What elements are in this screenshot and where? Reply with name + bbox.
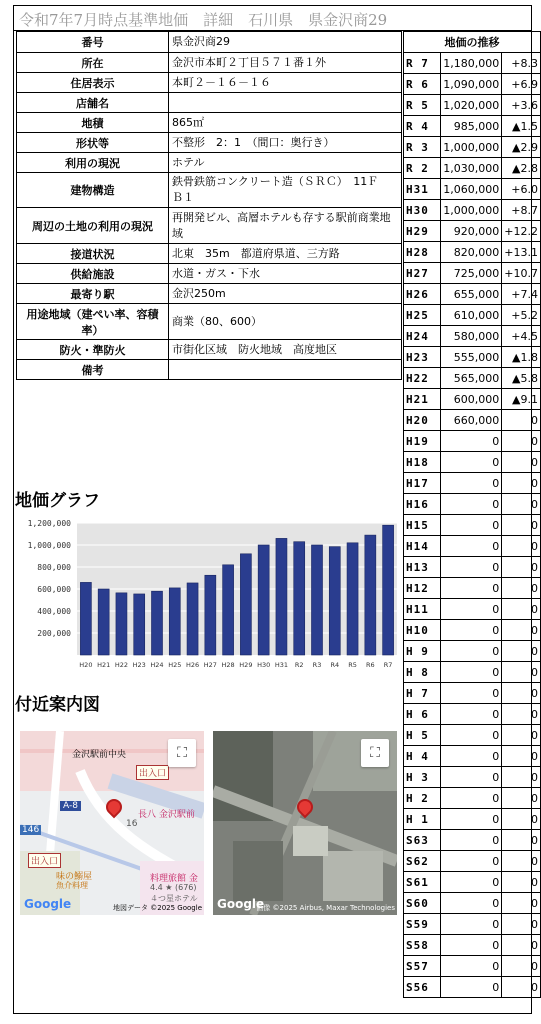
satellite-map[interactable]: [213, 731, 397, 915]
history-year: S57: [404, 956, 441, 977]
x-tick-label: H26: [185, 661, 200, 669]
history-year: H18: [404, 452, 441, 473]
history-row: [404, 431, 541, 452]
history-year: H16: [404, 494, 441, 515]
map-label: ４つ星ホテル: [150, 894, 198, 903]
history-row: [404, 956, 541, 977]
history-year: R 7: [404, 53, 441, 74]
history-change: 0: [502, 830, 541, 851]
history-row: [404, 368, 541, 389]
detail-table: [16, 31, 402, 380]
history-row: [404, 347, 541, 368]
history-row: [404, 221, 541, 242]
map-label: 出入口: [28, 853, 61, 868]
history-change: 0: [502, 494, 541, 515]
history-change: +3.6: [502, 95, 541, 116]
history-year: H10: [404, 620, 441, 641]
history-year: H28: [404, 242, 441, 263]
history-row: [404, 305, 541, 326]
history-price: 0: [441, 893, 502, 914]
detail-row: [17, 284, 402, 304]
history-price: 0: [441, 620, 502, 641]
history-year: R 4: [404, 116, 441, 137]
history-row: [404, 179, 541, 200]
y-tick-label: 200,000: [37, 629, 71, 638]
detail-value: 鉄骨鉄筋コンクリート造（ＳＲＣ） 11Ｆ Ｂ１: [169, 173, 402, 208]
history-change: 0: [502, 977, 541, 998]
chart-bar: [258, 545, 269, 655]
detail-key: 接道状況: [17, 244, 169, 264]
history-row: [404, 767, 541, 788]
detail-row: [17, 73, 402, 93]
detail-row: [17, 360, 402, 380]
chart-bar: [223, 565, 234, 655]
x-tick-label: H24: [150, 661, 164, 669]
y-tick-label: 1,200,000: [27, 519, 71, 528]
detail-value: 本町２－１６－１６: [169, 73, 402, 93]
history-year: S60: [404, 893, 441, 914]
history-change: +7.4: [502, 284, 541, 305]
history-price: 0: [441, 704, 502, 725]
history-price: 0: [441, 851, 502, 872]
history-header: 地価の推移: [404, 32, 541, 53]
history-price: 0: [441, 662, 502, 683]
history-change: 0: [502, 620, 541, 641]
fullscreen-icon[interactable]: ⛶: [168, 739, 196, 767]
history-row: [404, 704, 541, 725]
history-change: 0: [502, 578, 541, 599]
history-change: +13.1: [502, 242, 541, 263]
history-row: [404, 536, 541, 557]
history-change: 0: [502, 725, 541, 746]
detail-row: [17, 264, 402, 284]
chart-bar: [151, 591, 162, 655]
history-row: [404, 452, 541, 473]
history-price: 1,090,000: [441, 74, 502, 95]
history-row: [404, 284, 541, 305]
graph-heading: 地価グラフ: [15, 491, 100, 511]
x-tick-label: H20: [79, 661, 93, 669]
map-label: 料理旅館 金: [150, 874, 198, 884]
chart-bar: [365, 535, 376, 655]
fullscreen-icon[interactable]: ⛶: [361, 739, 389, 767]
detail-key: 用途地域（建ぺい率、容積率）: [17, 304, 169, 340]
history-price: 610,000: [441, 305, 502, 326]
detail-value: 水道・ガス・下水: [169, 264, 402, 284]
history-change: +6.9: [502, 74, 541, 95]
detail-row: [17, 340, 402, 360]
history-year: H15: [404, 515, 441, 536]
detail-row: [17, 244, 402, 264]
history-year: S62: [404, 851, 441, 872]
history-price: 0: [441, 767, 502, 788]
detail-value: 市街化区域 防火地域 高度地区: [169, 340, 402, 360]
detail-value: 県金沢商29: [169, 32, 402, 53]
history-year: H 6: [404, 704, 441, 725]
history-year: H19: [404, 431, 441, 452]
chart-bar: [80, 582, 91, 655]
map-attribution: 画像 ©2025 Airbus, Maxar Technologies: [256, 904, 395, 912]
history-row: [404, 935, 541, 956]
chart-bar: [276, 538, 287, 655]
history-change: 0: [502, 536, 541, 557]
history-row: [404, 872, 541, 893]
history-change: +12.2: [502, 221, 541, 242]
history-price: 0: [441, 788, 502, 809]
x-tick-label: H25: [168, 661, 182, 669]
x-tick-label: H30: [257, 661, 271, 669]
history-price: 0: [441, 599, 502, 620]
history-change: 0: [502, 788, 541, 809]
chart-bar: [169, 588, 180, 655]
history-row: [404, 662, 541, 683]
history-change: ▲9.1: [502, 389, 541, 410]
x-tick-label: H21: [97, 661, 111, 669]
history-row: [404, 599, 541, 620]
history-year: H 4: [404, 746, 441, 767]
history-change: +4.5: [502, 326, 541, 347]
history-price: 1,030,000: [441, 158, 502, 179]
x-tick-label: H23: [132, 661, 146, 669]
history-price: 1,020,000: [441, 95, 502, 116]
history-row: [404, 914, 541, 935]
history-row: [404, 851, 541, 872]
history-row: [404, 578, 541, 599]
detail-value: 北東 35m 都道府県道、三方路: [169, 244, 402, 264]
history-price: 0: [441, 578, 502, 599]
history-change: 0: [502, 641, 541, 662]
history-change: 0: [502, 410, 541, 431]
history-year: H25: [404, 305, 441, 326]
y-tick-label: 600,000: [37, 585, 71, 594]
history-row: [404, 263, 541, 284]
history-change: ▲5.8: [502, 368, 541, 389]
history-price: 0: [441, 914, 502, 935]
detail-key: 利用の現況: [17, 153, 169, 173]
history-price: 1,180,000: [441, 53, 502, 74]
detail-row: [17, 173, 402, 208]
history-row: [404, 893, 541, 914]
history-price: 600,000: [441, 389, 502, 410]
history-price: 565,000: [441, 368, 502, 389]
history-year: S58: [404, 935, 441, 956]
history-row: [404, 158, 541, 179]
history-row: [404, 494, 541, 515]
history-year: R 5: [404, 95, 441, 116]
detail-key: 周辺の土地の利用の現況: [17, 208, 169, 244]
history-year: S56: [404, 977, 441, 998]
history-row: [404, 809, 541, 830]
history-price: 820,000: [441, 242, 502, 263]
chart-bar: [98, 589, 109, 655]
history-year: H 3: [404, 767, 441, 788]
detail-value: 再開発ビル、高層ホテルも存する駅前商業地域: [169, 208, 402, 244]
history-change: ▲2.9: [502, 137, 541, 158]
history-change: 0: [502, 431, 541, 452]
history-price: 0: [441, 872, 502, 893]
history-price: 1,000,000: [441, 137, 502, 158]
chart-bar: [116, 593, 127, 655]
history-price: 1,060,000: [441, 179, 502, 200]
history-price: 0: [441, 494, 502, 515]
history-row: [404, 746, 541, 767]
x-tick-label: H27: [203, 661, 217, 669]
history-price: 0: [441, 725, 502, 746]
detail-key: 店舗名: [17, 93, 169, 113]
map-label: A-8: [60, 801, 81, 811]
history-change: 0: [502, 872, 541, 893]
history-change: 0: [502, 746, 541, 767]
history-price: 0: [441, 935, 502, 956]
history-row: [404, 683, 541, 704]
history-change: 0: [502, 662, 541, 683]
history-change: ▲1.5: [502, 116, 541, 137]
map-label: 出入口: [136, 765, 169, 780]
history-row: [404, 242, 541, 263]
chart-bar: [187, 583, 198, 655]
detail-row: [17, 208, 402, 244]
detail-row: [17, 304, 402, 340]
detail-row: [17, 113, 402, 133]
detail-row: [17, 32, 402, 53]
detail-value: 商業（80、600）: [169, 304, 402, 340]
history-price: 0: [441, 956, 502, 977]
history-year: S63: [404, 830, 441, 851]
map-label: 146: [22, 825, 40, 835]
history-change: 0: [502, 893, 541, 914]
detail-value: [169, 93, 402, 113]
detail-row: [17, 93, 402, 113]
map-attribution: 地図データ ©2025 Google: [113, 904, 202, 912]
map-label: 金沢駅前中央: [72, 750, 127, 760]
history-change: 0: [502, 473, 541, 494]
page-title: 令和7年7月時点基準地価 詳細 石川県 県金沢商29: [13, 5, 532, 31]
history-change: 0: [502, 809, 541, 830]
detail-value: [169, 360, 402, 380]
history-year: S59: [404, 914, 441, 935]
history-price: 555,000: [441, 347, 502, 368]
x-tick-label: H31: [274, 661, 289, 669]
history-row: [404, 473, 541, 494]
history-year: H30: [404, 200, 441, 221]
history-price: 0: [441, 746, 502, 767]
history-price: 0: [441, 809, 502, 830]
history-change: 0: [502, 935, 541, 956]
chart-bar: [347, 543, 358, 655]
history-year: H 8: [404, 662, 441, 683]
detail-value: 865㎡: [169, 113, 402, 133]
history-year: H 1: [404, 809, 441, 830]
history-price: 0: [441, 536, 502, 557]
history-price: 1,000,000: [441, 200, 502, 221]
detail-key: 供給施設: [17, 264, 169, 284]
detail-row: [17, 133, 402, 153]
history-row: [404, 326, 541, 347]
history-row: [404, 977, 541, 998]
history-year: H 7: [404, 683, 441, 704]
history-change: 0: [502, 515, 541, 536]
chart-bar: [329, 547, 340, 655]
history-year: H22: [404, 368, 441, 389]
chart-bar: [383, 525, 394, 655]
history-change: 0: [502, 557, 541, 578]
chart-bar: [205, 575, 216, 655]
map-label: 長八 金沢駅前: [138, 810, 195, 820]
google-logo: Google: [217, 897, 265, 911]
history-year: R 2: [404, 158, 441, 179]
history-row: [404, 137, 541, 158]
history-price: 920,000: [441, 221, 502, 242]
history-change: 0: [502, 704, 541, 725]
history-change: +8.3: [502, 53, 541, 74]
detail-key: 備考: [17, 360, 169, 380]
history-year: H 2: [404, 788, 441, 809]
history-row: [404, 725, 541, 746]
history-year: S61: [404, 872, 441, 893]
history-year: H24: [404, 326, 441, 347]
history-row: [404, 200, 541, 221]
history-year: R 6: [404, 74, 441, 95]
history-year: H27: [404, 263, 441, 284]
x-tick-label: H28: [221, 661, 235, 669]
history-price: 985,000: [441, 116, 502, 137]
x-tick-label: R4: [330, 661, 340, 669]
detail-key: 番号: [17, 32, 169, 53]
map-label: 16: [126, 819, 138, 829]
map-label: 味の鰯屋: [56, 872, 93, 882]
detail-value: 金沢250m: [169, 284, 402, 304]
road-map[interactable]: [20, 731, 204, 915]
history-year: H 5: [404, 725, 441, 746]
history-year: H12: [404, 578, 441, 599]
detail-row: [17, 153, 402, 173]
y-tick-label: 800,000: [37, 563, 71, 572]
x-tick-label: R6: [366, 661, 375, 669]
map-label: 魚介料理: [56, 881, 88, 890]
history-header-row: [404, 32, 541, 53]
x-tick-label: R3: [312, 661, 322, 669]
x-tick-label: H29: [239, 661, 253, 669]
history-year: H11: [404, 599, 441, 620]
history-row: [404, 515, 541, 536]
x-tick-label: R7: [383, 661, 393, 669]
history-year: H20: [404, 410, 441, 431]
history-row: [404, 53, 541, 74]
history-change: 0: [502, 767, 541, 788]
history-change: +10.7: [502, 263, 541, 284]
price-history-table: [403, 31, 541, 998]
x-tick-label: R5: [348, 661, 357, 669]
history-price: 725,000: [441, 263, 502, 284]
y-tick-label: 1,000,000: [27, 541, 71, 550]
detail-row: [17, 53, 402, 73]
history-year: H17: [404, 473, 441, 494]
history-change: 0: [502, 914, 541, 935]
history-year: H31: [404, 179, 441, 200]
detail-value: ホテル: [169, 153, 402, 173]
history-year: H23: [404, 347, 441, 368]
history-price: 0: [441, 452, 502, 473]
detail-key: 地積: [17, 113, 169, 133]
history-price: 0: [441, 830, 502, 851]
chart-bar: [134, 594, 145, 655]
chart-bar: [240, 554, 251, 655]
history-change: 0: [502, 851, 541, 872]
history-year: H29: [404, 221, 441, 242]
history-change: 0: [502, 956, 541, 977]
history-year: H21: [404, 389, 441, 410]
history-row: [404, 74, 541, 95]
history-row: [404, 788, 541, 809]
price-bar-chart: [17, 517, 401, 670]
detail-key: 形状等: [17, 133, 169, 153]
detail-key: 住居表示: [17, 73, 169, 93]
history-row: [404, 557, 541, 578]
history-price: 0: [441, 977, 502, 998]
history-row: [404, 620, 541, 641]
history-price: 0: [441, 683, 502, 704]
map-label: 4.4 ★ (676): [150, 883, 197, 892]
history-change: ▲1.8: [502, 347, 541, 368]
detail-value: 不整形 2：1 （間口：奥行き）: [169, 133, 402, 153]
history-change: 0: [502, 683, 541, 704]
map-heading: 付近案内図: [15, 695, 100, 715]
history-price: 655,000: [441, 284, 502, 305]
history-price: 0: [441, 557, 502, 578]
x-tick-label: R2: [294, 661, 304, 669]
history-row: [404, 641, 541, 662]
history-price: 0: [441, 515, 502, 536]
history-year: H13: [404, 557, 441, 578]
history-change: +5.2: [502, 305, 541, 326]
history-change: ▲2.8: [502, 158, 541, 179]
history-price: 0: [441, 641, 502, 662]
chart-bar: [294, 542, 305, 655]
history-change: +6.0: [502, 179, 541, 200]
detail-key: 防火・準防火: [17, 340, 169, 360]
history-change: +8.7: [502, 200, 541, 221]
history-year: H26: [404, 284, 441, 305]
detail-value: 金沢市本町２丁目５７１番１外: [169, 53, 402, 73]
history-year: H14: [404, 536, 441, 557]
google-logo: Google: [24, 897, 72, 911]
history-year: H 9: [404, 641, 441, 662]
history-year: R 3: [404, 137, 441, 158]
history-price: 580,000: [441, 326, 502, 347]
history-change: 0: [502, 452, 541, 473]
history-row: [404, 116, 541, 137]
history-price: 660,000: [441, 410, 502, 431]
y-tick-label: 400,000: [37, 607, 71, 616]
chart-bar: [311, 545, 322, 655]
history-row: [404, 389, 541, 410]
history-row: [404, 830, 541, 851]
detail-key: 建物構造: [17, 173, 169, 208]
detail-key: 所在: [17, 53, 169, 73]
history-row: [404, 95, 541, 116]
history-price: 0: [441, 431, 502, 452]
history-price: 0: [441, 473, 502, 494]
history-row: [404, 410, 541, 431]
history-change: 0: [502, 599, 541, 620]
detail-key: 最寄り駅: [17, 284, 169, 304]
x-tick-label: H22: [114, 661, 129, 669]
